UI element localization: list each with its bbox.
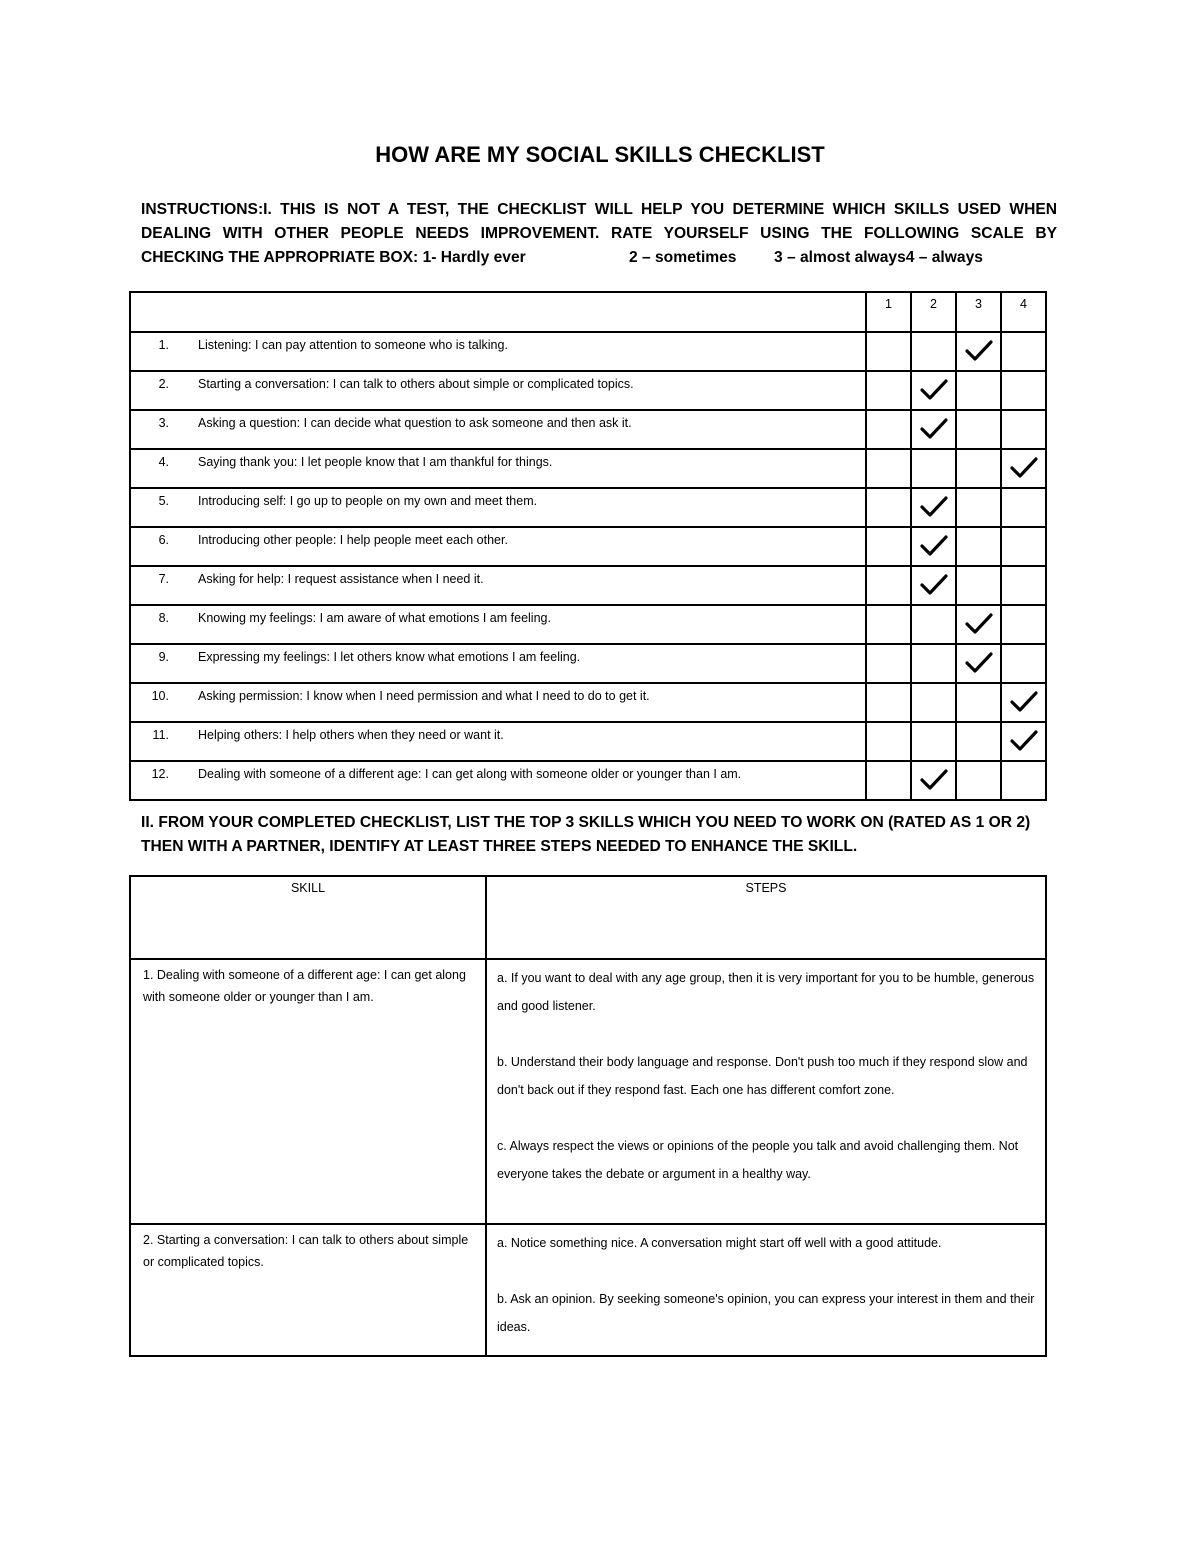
checklist-row xyxy=(130,761,1046,800)
rating-box-2[interactable] xyxy=(911,449,956,488)
item-number: 10. xyxy=(151,689,169,703)
checklist-item-cell xyxy=(130,644,866,683)
rating-box-4[interactable] xyxy=(1001,488,1046,527)
checklist-row xyxy=(130,605,1046,644)
rating-box-2[interactable] xyxy=(911,410,956,449)
rating-box-4[interactable] xyxy=(1001,683,1046,722)
checklist-item-cell xyxy=(130,449,866,488)
checkmark-icon xyxy=(965,612,993,636)
checklist-row xyxy=(130,644,1046,683)
instructions-line-3 xyxy=(141,246,1057,270)
item-text: Helping others: I help others when they need or want it. xyxy=(198,728,504,742)
checklist-item-cell xyxy=(130,332,866,371)
rating-box-3[interactable] xyxy=(956,644,1001,683)
instructions xyxy=(141,198,1057,270)
rating-box-1[interactable] xyxy=(866,566,911,605)
skill-row xyxy=(130,959,1046,1224)
rating-box-3[interactable] xyxy=(956,527,1001,566)
rating-box-2[interactable] xyxy=(911,605,956,644)
checklist-item-cell xyxy=(130,371,866,410)
checklist-row xyxy=(130,410,1046,449)
item-number: 1. xyxy=(158,338,169,352)
rating-box-3[interactable] xyxy=(956,761,1001,800)
item-text: Introducing self: I go up to people on my own and meet them. xyxy=(198,494,538,508)
rating-box-2[interactable] xyxy=(911,683,956,722)
item-number: 11. xyxy=(152,728,169,742)
instructions-line-1: INSTRUCTIONS:I. THIS IS NOT A TEST, THE CHECKLIST WILL HELP YOU DETERMINE WHICH SKILLS USED WHEN xyxy=(141,201,1057,218)
item-text: Knowing my feelings: I am aware of what emotions I am feeling. xyxy=(198,611,551,625)
rating-box-4[interactable] xyxy=(1001,449,1046,488)
rating-box-2[interactable] xyxy=(911,722,956,761)
checkmark-icon xyxy=(920,534,948,558)
rating-box-2[interactable] xyxy=(911,527,956,566)
steps-cell xyxy=(486,959,1046,1224)
item-number: 6. xyxy=(158,533,169,547)
skill-column-header: SKILL xyxy=(130,876,486,959)
rating-box-1[interactable] xyxy=(866,683,911,722)
item-text: Asking for help: I request assistance when I need it. xyxy=(198,572,484,586)
item-text: Saying thank you: I let people know that I am thankful for things. xyxy=(198,455,553,469)
step-item: a. Notice something nice. A conversation might start off well with a good attitude. xyxy=(497,1236,942,1250)
item-number: 3. xyxy=(158,416,169,430)
rating-box-3[interactable] xyxy=(956,410,1001,449)
rating-box-1[interactable] xyxy=(866,527,911,566)
rating-box-3[interactable] xyxy=(956,605,1001,644)
rating-box-1[interactable] xyxy=(866,371,911,410)
rating-box-1[interactable] xyxy=(866,332,911,371)
checklist-item-cell xyxy=(130,410,866,449)
checklist-header-blank xyxy=(130,292,866,332)
rating-box-2[interactable] xyxy=(911,644,956,683)
item-number: 2. xyxy=(158,377,169,391)
checkmark-icon xyxy=(1010,690,1038,714)
checklist-item-cell xyxy=(130,722,866,761)
checkmark-icon xyxy=(965,339,993,363)
rating-box-4[interactable] xyxy=(1001,371,1046,410)
checkmark-icon xyxy=(920,378,948,402)
rating-box-4[interactable] xyxy=(1001,332,1046,371)
instructions-scale-3: 3 – almost always4 – always xyxy=(774,249,983,266)
item-text: Dealing with someone of a different age: I can get along with someone older or younger than I am. xyxy=(198,767,742,781)
checklist-header-row xyxy=(130,292,1046,332)
item-number: 7. xyxy=(158,572,169,586)
rating-box-2[interactable] xyxy=(911,371,956,410)
rating-column-2: 2 xyxy=(911,292,956,332)
checklist-row xyxy=(130,566,1046,605)
checklist-item-cell xyxy=(130,605,866,644)
rating-box-3[interactable] xyxy=(956,683,1001,722)
step-item: b. Ask an opinion. By seeking someone's opinion, you can express your interest in them and their ideas. xyxy=(497,1292,1035,1334)
rating-box-4[interactable] xyxy=(1001,527,1046,566)
rating-box-1[interactable] xyxy=(866,488,911,527)
skill-row xyxy=(130,1224,1046,1356)
rating-box-2[interactable] xyxy=(911,332,956,371)
checkmark-icon xyxy=(1010,729,1038,753)
checklist-row xyxy=(130,488,1046,527)
item-number: 8. xyxy=(158,611,169,625)
checkmark-icon xyxy=(920,495,948,519)
rating-box-3[interactable] xyxy=(956,566,1001,605)
instructions-line-2: DEALING WITH OTHER PEOPLE NEEDS IMPROVEMENT. RATE YOURSELF USING THE FOLLOWING SCALE BY xyxy=(141,225,1057,242)
item-text: Introducing other people: I help people meet each other. xyxy=(198,533,508,547)
skill-cell xyxy=(130,1224,486,1356)
checklist-row xyxy=(130,722,1046,761)
rating-column-3: 3 xyxy=(956,292,1001,332)
item-text: Asking permission: I know when I need permission and what I need to do to get it. xyxy=(198,689,650,703)
checklist-table xyxy=(129,291,1047,801)
checklist-row xyxy=(130,527,1046,566)
instructions-scale-2: 2 – sometimes xyxy=(629,249,737,266)
rating-box-2[interactable] xyxy=(911,761,956,800)
item-number: 9. xyxy=(158,650,169,664)
item-number: 5. xyxy=(158,494,169,508)
rating-box-4[interactable] xyxy=(1001,605,1046,644)
step-item: c. Always respect the views or opinions of the people you talk and avoid challenging them. Not everyone takes the debate or argument in a healthy way. xyxy=(497,1139,1019,1181)
rating-box-3[interactable] xyxy=(956,488,1001,527)
step-item: b. Understand their body language and response. Don't push too much if they respond slow and don't back out if they respond fast. Each one has different comfort zone. xyxy=(497,1055,1028,1097)
rating-box-2[interactable] xyxy=(911,566,956,605)
rating-column-1: 1 xyxy=(866,292,911,332)
rating-box-4[interactable] xyxy=(1001,410,1046,449)
skill-text: 2. Starting a conversation: I can talk to others about simple or complicated topics. xyxy=(143,1233,469,1269)
rating-box-3[interactable] xyxy=(956,332,1001,371)
rating-box-3[interactable] xyxy=(956,722,1001,761)
checklist-item-cell xyxy=(130,761,866,800)
rating-column-4: 4 xyxy=(1001,292,1046,332)
checklist-row xyxy=(130,332,1046,371)
rating-box-1[interactable] xyxy=(866,605,911,644)
page-title: HOW ARE MY SOCIAL SKILLS CHECKLIST xyxy=(375,142,825,167)
rating-box-4[interactable] xyxy=(1001,566,1046,605)
checkmark-icon xyxy=(920,573,948,597)
rating-box-3[interactable] xyxy=(956,449,1001,488)
checklist-item-cell xyxy=(130,566,866,605)
item-text: Listening: I can pay attention to someone who is talking. xyxy=(198,338,508,352)
skill-steps-table xyxy=(129,875,1047,1357)
rating-box-4[interactable] xyxy=(1001,761,1046,800)
checklist-item-cell xyxy=(130,488,866,527)
item-text: Asking a question: I can decide what question to ask someone and then ask it. xyxy=(198,416,632,430)
skill-table-header-row xyxy=(130,876,1046,959)
instructions-scale-lead: CHECKING THE APPROPRIATE BOX: 1- Hardly ever xyxy=(141,249,526,266)
steps-column-header: STEPS xyxy=(486,876,1046,959)
checkmark-icon xyxy=(965,651,993,675)
item-number: 12. xyxy=(151,767,169,781)
rating-box-1[interactable] xyxy=(866,410,911,449)
rating-box-4[interactable] xyxy=(1001,644,1046,683)
rating-box-3[interactable] xyxy=(956,371,1001,410)
checkmark-icon xyxy=(920,417,948,441)
rating-box-1[interactable] xyxy=(866,644,911,683)
checkmark-icon xyxy=(920,768,948,792)
skill-cell xyxy=(130,959,486,1224)
part-two-heading: II. FROM YOUR COMPLETED CHECKLIST, LIST THE TOP 3 SKILLS WHICH YOU NEED TO WORK ON (RATED AS 1 OR 2) THEN WITH A PARTNER, IDENTIFY AT LEAST THREE STEPS NEEDED TO ENHANCE THE SKILL. xyxy=(141,814,1031,855)
checklist-item-cell xyxy=(130,683,866,722)
rating-box-4[interactable] xyxy=(1001,722,1046,761)
checklist-row xyxy=(130,371,1046,410)
rating-box-1[interactable] xyxy=(866,722,911,761)
checklist-row xyxy=(130,683,1046,722)
steps-cell xyxy=(486,1224,1046,1356)
checklist-item-cell xyxy=(130,527,866,566)
checkmark-icon xyxy=(1010,456,1038,480)
checklist-row xyxy=(130,449,1046,488)
rating-box-2[interactable] xyxy=(911,488,956,527)
rating-box-1[interactable] xyxy=(866,449,911,488)
skill-text: 1. Dealing with someone of a different age: I can get along with someone older or younger than I am. xyxy=(143,968,466,1004)
rating-box-1[interactable] xyxy=(866,761,911,800)
item-text: Expressing my feelings: I let others know what emotions I am feeling. xyxy=(198,650,581,664)
step-item: a. If you want to deal with any age group, then it is very important for you to be humble, generous and good listener. xyxy=(497,971,1035,1013)
item-number: 4. xyxy=(158,455,169,469)
item-text: Starting a conversation: I can talk to others about simple or complicated topics. xyxy=(198,377,634,391)
